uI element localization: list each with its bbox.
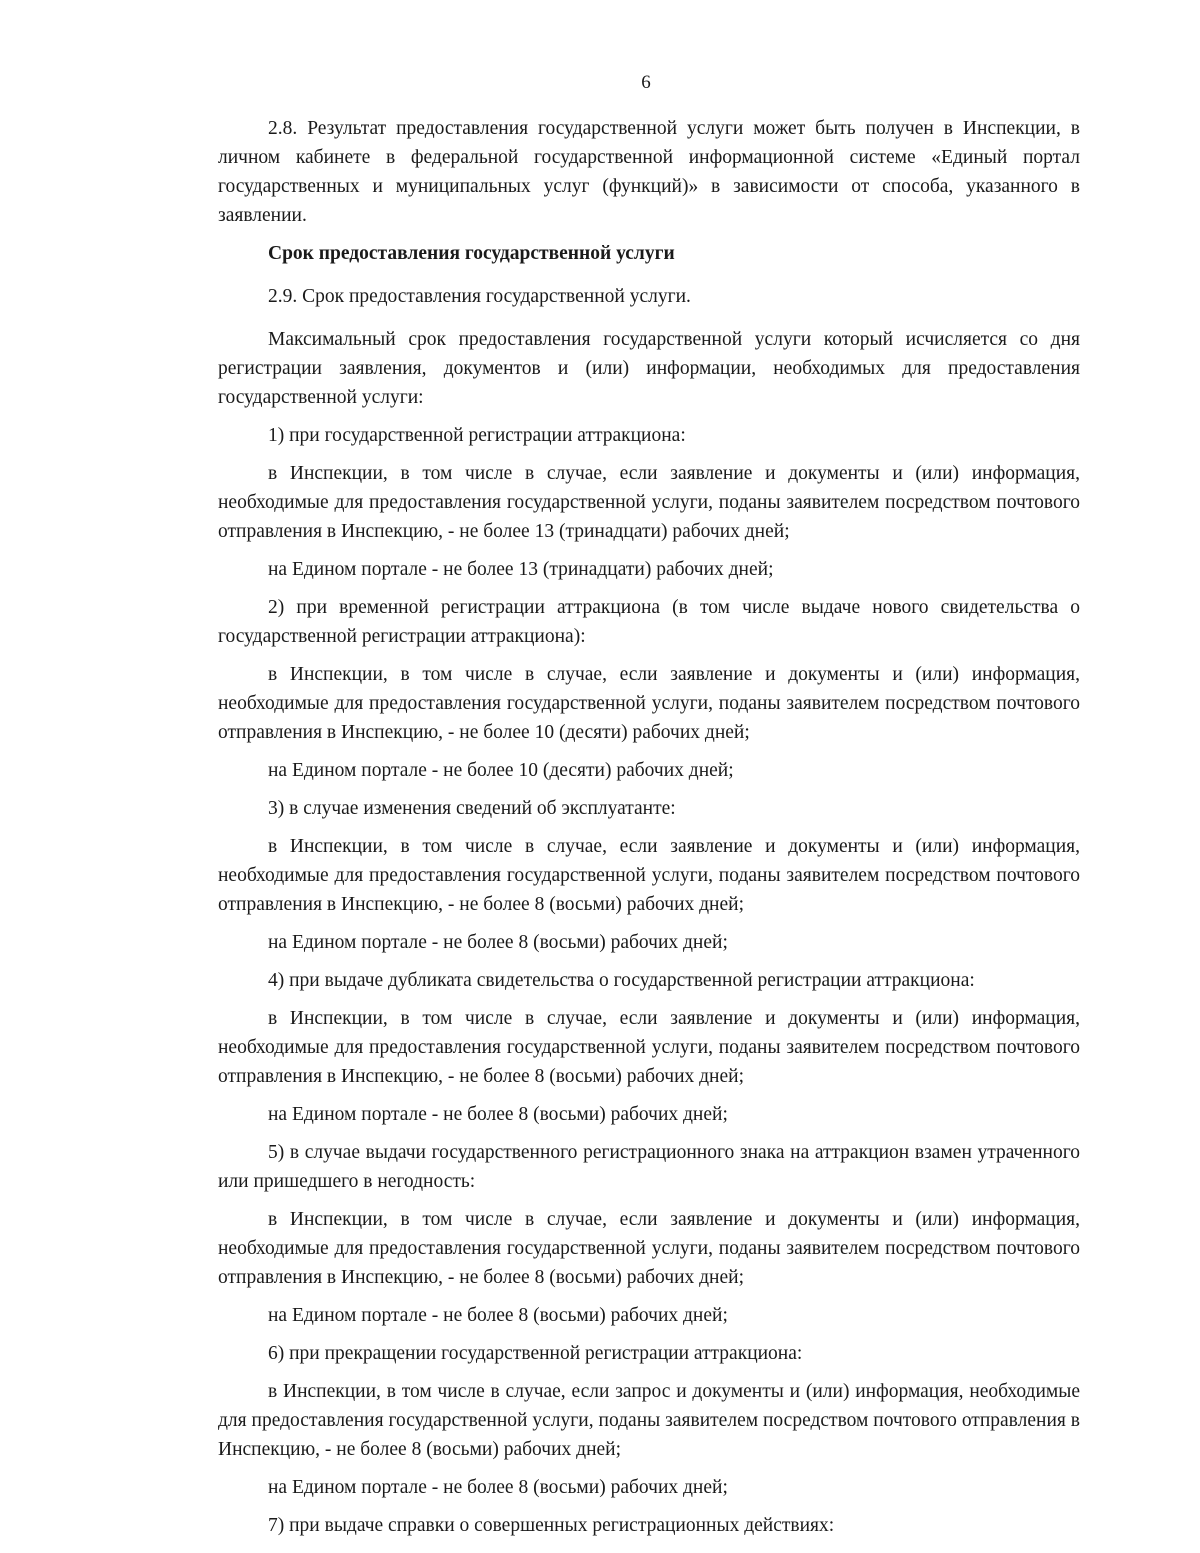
item-1-inspection: в Инспекции, в том числе в случае, если заявление и документы и (или) информация, необходимые для предоставления государственной услуги, поданы заявителем посредством почтового отправления в Инспекцию, - не более 13 (тринадцати) рабочих дней;: [218, 463, 1080, 542]
item-4-title: 4) при выдаче дубликата свидетельства о государственной регистрации аттракциона:: [268, 970, 975, 991]
item-3-title: 3) в случае изменения сведений об эксплуатанте:: [268, 798, 676, 819]
item-6-inspection: в Инспекции, в том числе в случае, если запрос и документы и (или) информация, необходимые для предоставления государственной услуги, поданы заявителем посредством почтового отправления в Инспекцию, - не более 8 (восьми) рабочих дней;: [218, 1381, 1080, 1460]
item-2-inspection: в Инспекции, в том числе в случае, если заявление и документы и (или) информация, необходимые для предоставления государственной услуги, поданы заявителем посредством почтового отправления в Инспекцию, - не более 10 (десяти) рабочих дней;: [218, 664, 1080, 743]
item-1-portal: на Едином портале - не более 13 (тринадцати) рабочих дней;: [268, 559, 774, 580]
item-2-portal: на Едином портале - не более 10 (десяти) рабочих дней;: [268, 760, 734, 781]
item-1-title: 1) при государственной регистрации аттракциона:: [268, 425, 686, 446]
section-heading: Срок предоставления государственной услуги: [268, 243, 675, 264]
item-5-portal: на Едином портале - не более 8 (восьми) рабочих дней;: [268, 1305, 728, 1326]
paragraph-2-9: 2.9. Срок предоставления государственной услуги.: [268, 286, 691, 307]
item-7-title: 7) при выдаче справки о совершенных регистрационных действиях:: [268, 1515, 835, 1536]
page-number: 6: [641, 72, 651, 93]
item-5-title: 5) в случае выдачи государственного регистрационного знака на аттракцион взамен утраченного или пришедшего в негодность:: [218, 1142, 1080, 1192]
item-4-inspection: в Инспекции, в том числе в случае, если заявление и документы и (или) информация, необходимые для предоставления государственной услуги, поданы заявителем посредством почтового отправления в Инспекцию, - не более 8 (восьми) рабочих дней;: [218, 1008, 1080, 1087]
paragraph-max-term: Максимальный срок предоставления государственной услуги который исчисляется со дня регистрации заявления, документов и (или) информации, необходимых для предоставления государственной услуги:: [218, 329, 1080, 408]
item-2-title: 2) при временной регистрации аттракциона (в том числе выдаче нового свидетельства о государственной регистрации аттракциона):: [218, 597, 1080, 647]
item-4-portal: на Едином портале - не более 8 (восьми) рабочих дней;: [268, 1104, 728, 1125]
paragraph-2-8: 2.8. Результат предоставления государственной услуги может быть получен в Инспекции, в личном кабинете в федеральной государственной информационной системе «Единый портал государственных и муниципальных услуг (функций)» в зависимости от способа, указанного в заявлении.: [218, 118, 1080, 226]
document-body: [218, 114, 1080, 1540]
item-5-inspection: в Инспекции, в том числе в случае, если заявление и документы и (или) информация, необходимые для предоставления государственной услуги, поданы заявителем посредством почтового отправления в Инспекцию, - не более 8 (восьми) рабочих дней;: [218, 1209, 1080, 1288]
item-3-inspection: в Инспекции, в том числе в случае, если заявление и документы и (или) информация, необходимые для предоставления государственной услуги, поданы заявителем посредством почтового отправления в Инспекцию, - не более 8 (восьми) рабочих дней;: [218, 836, 1080, 915]
item-6-portal: на Едином портале - не более 8 (восьми) рабочих дней;: [268, 1477, 728, 1498]
item-6-title: 6) при прекращении государственной регистрации аттракциона:: [268, 1343, 803, 1364]
item-3-portal: на Едином портале - не более 8 (восьми) рабочих дней;: [268, 932, 728, 953]
